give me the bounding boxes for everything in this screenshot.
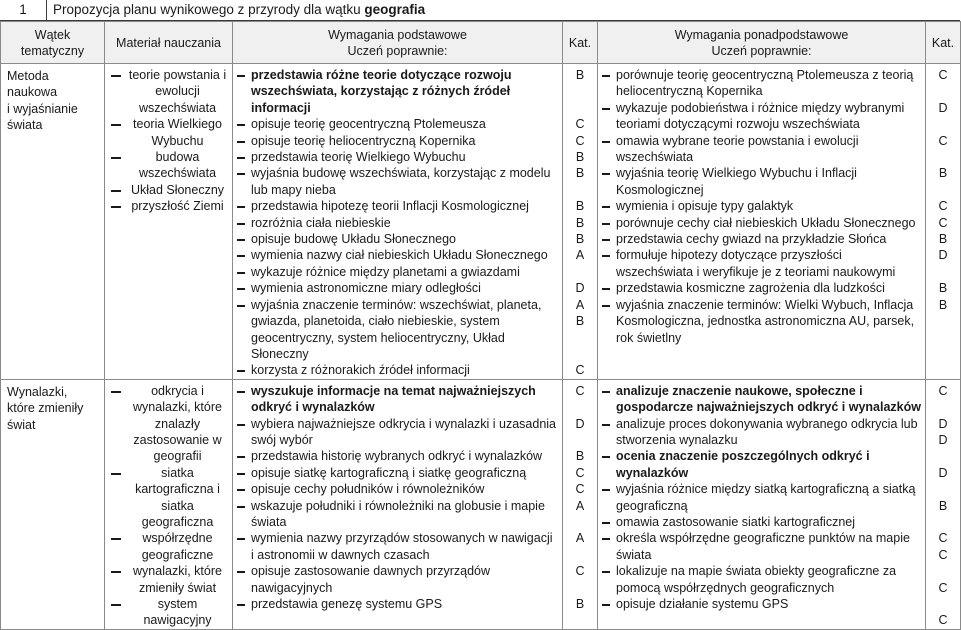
category-advanced-cell bbox=[926, 379, 961, 629]
material-cell bbox=[105, 379, 233, 629]
requirement-item: lokalizuje na mapie świata obiekty geograficzne za pomocą współrzędnych geograficznych bbox=[602, 563, 921, 596]
header-basic: Wymagania podstawowe Uczeń poprawnie: bbox=[233, 22, 563, 64]
category-value: A bbox=[575, 498, 585, 513]
requirement-item: wykazuje różnice między planetami a gwiazdami bbox=[237, 264, 558, 280]
category-value bbox=[926, 596, 960, 612]
category-value: B bbox=[575, 166, 585, 181]
category-value: B bbox=[575, 68, 585, 82]
category-value: C bbox=[575, 482, 585, 497]
table-row bbox=[1, 64, 961, 380]
category-value: B bbox=[575, 215, 585, 230]
category-value bbox=[926, 116, 960, 132]
category-value bbox=[563, 514, 597, 530]
requirement-item: określa współrzędne geograficzne punktów na mapie świata bbox=[602, 530, 921, 563]
basic-requirements-cell bbox=[233, 64, 563, 380]
material-list bbox=[109, 383, 228, 629]
category-value: D bbox=[575, 281, 585, 296]
category-value: B bbox=[575, 150, 585, 165]
requirement-item: przedstawia teorię Wielkiego Wybuchu bbox=[237, 149, 558, 165]
theme-line: i wyjaśnianie bbox=[7, 101, 78, 116]
category-value: B bbox=[938, 297, 948, 312]
theme-line: które zmieniły bbox=[7, 401, 84, 416]
category-value: D bbox=[938, 465, 948, 480]
requirement-item: wyszukuje informacje na temat najważniejszych odkryć i wynalazków bbox=[237, 383, 558, 416]
requirement-item: przedstawia historię wybranych odkryć i wynalazków bbox=[237, 448, 558, 464]
category-value: C bbox=[938, 547, 948, 562]
category-value bbox=[926, 514, 960, 530]
category-value bbox=[926, 264, 960, 280]
theme-line: naukowa bbox=[7, 85, 58, 100]
requirement-item: porównuje cechy ciał niebieskich Układu Słonecznego bbox=[602, 215, 921, 231]
requirement-item: analizuje proces dokonywania wybranego odkrycia lub stworzenia wynalazku bbox=[602, 416, 921, 449]
requirement-item: korzysta z różnorakich źródeł informacji bbox=[237, 362, 558, 378]
requirement-item: wykazuje podobieństwa i różnice między wybranymi teoriami dotyczącymi rozwoju wszechświata bbox=[602, 100, 921, 133]
category-value: B bbox=[575, 199, 585, 214]
requirement-item: opisuje działanie systemu GPS bbox=[602, 596, 921, 612]
basic-requirements-list bbox=[237, 383, 558, 613]
material-item: Układ Słoneczny bbox=[109, 182, 228, 198]
header-material: Materiał nauczania bbox=[105, 22, 233, 64]
category-value bbox=[926, 83, 960, 99]
theme-line: świat bbox=[7, 417, 36, 432]
category-basic-cell bbox=[563, 379, 598, 629]
material-item: teorie powstania i ewolucji wszechświata bbox=[109, 67, 228, 116]
category-value bbox=[563, 547, 597, 563]
material-item: budowa wszechświata bbox=[109, 149, 228, 182]
requirement-item: opisuje zastosowanie dawnych przyrządów nawigacyjnych bbox=[237, 563, 558, 596]
requirement-item: opisuje budowę Układu Słonecznego bbox=[237, 231, 558, 247]
requirement-item: porównuje teorię geocentryczną Ptolemeusza z teorią heliocentryczną Kopernika bbox=[602, 67, 921, 100]
requirement-item: przedstawia hipotezę teorii Inflacji Kosmologicznej bbox=[237, 198, 558, 214]
title-bar bbox=[0, 0, 960, 21]
category-value bbox=[926, 149, 960, 165]
header-category-basic: Kat. bbox=[563, 22, 598, 64]
category-value bbox=[563, 399, 597, 415]
category-value: D bbox=[938, 432, 948, 447]
requirement-item: wyjaśnia znaczenie terminów: wszechświat, planeta, gwiazda, planetoida, ciało niebieskie, system geocentryczny, system heliocentryczny, Układ Słoneczny bbox=[237, 297, 558, 363]
category-value bbox=[926, 563, 960, 579]
category-value: B bbox=[938, 281, 948, 296]
requirement-item: przedstawia różne teorie dotyczące rozwoju wszechświata, korzystając z różnych źródeł informacji bbox=[237, 67, 558, 116]
category-value bbox=[926, 481, 960, 497]
category-value bbox=[563, 182, 597, 198]
requirement-item: opisuje siatkę kartograficzną i siatkę geograficzną bbox=[237, 465, 558, 481]
material-item: teoria Wielkiego Wybuchu bbox=[109, 116, 228, 149]
category-value bbox=[563, 432, 597, 448]
section-number: 1 bbox=[19, 1, 27, 17]
section-title-bold: geografia bbox=[364, 1, 426, 17]
requirement-item: wymienia nazwy ciał niebieskich Układu Słonecznego bbox=[237, 247, 558, 263]
category-value bbox=[926, 182, 960, 198]
theme-line: świata bbox=[7, 118, 43, 133]
category-value: C bbox=[575, 117, 585, 132]
requirement-item: rozróżnia ciała niebieskie bbox=[237, 215, 558, 231]
category-value: C bbox=[575, 564, 585, 579]
category-value bbox=[563, 83, 597, 99]
requirement-item: omawia wybrane teorie powstania i ewolucji wszechświata bbox=[602, 133, 921, 166]
requirement-item: opisuje teorię geocentryczną Ptolemeusza bbox=[237, 116, 558, 132]
requirement-item: wymienia astronomiczne miary odległości bbox=[237, 280, 558, 296]
category-basic-cell bbox=[563, 64, 598, 380]
requirement-item: wyjaśnia różnice między siatką kartograficzną a siatką geograficzną bbox=[602, 481, 921, 514]
requirement-item: formułuje hipotezy dotyczące przyszłości wszechświata i weryfikuje je z teoriami naukowymi bbox=[602, 247, 921, 280]
category-value: D bbox=[938, 100, 948, 115]
category-value bbox=[563, 264, 597, 280]
category-value: B bbox=[938, 232, 948, 247]
material-item: system nawigacyjny bbox=[109, 596, 228, 629]
material-list bbox=[109, 67, 228, 215]
requirement-item: przedstawia cechy gwiazd na przykładzie Słońca bbox=[602, 231, 921, 247]
requirement-item: analizuje znaczenie naukowe, społeczne i gospodarcze najważniejszych odkryć i wynalazków bbox=[602, 383, 921, 416]
category-value bbox=[563, 330, 597, 346]
material-item: wynalazki, które zmieniły świat bbox=[109, 563, 228, 596]
requirement-item: omawia zastosowanie siatki kartograficznej bbox=[602, 514, 921, 530]
requirement-item: opisuje teorię heliocentryczną Kopernika bbox=[237, 133, 558, 149]
category-value: C bbox=[575, 465, 585, 480]
category-value: C bbox=[938, 133, 948, 148]
requirement-item: przedstawia genezę systemu GPS bbox=[237, 596, 558, 612]
header-theme: Wątek tematyczny bbox=[1, 22, 105, 64]
material-cell bbox=[105, 64, 233, 380]
category-value: D bbox=[938, 248, 948, 263]
category-value: A bbox=[575, 248, 585, 263]
category-value: C bbox=[938, 68, 948, 82]
requirement-item: ocenia znaczenie poszczególnych odkryć i wynalazków bbox=[602, 448, 921, 481]
category-value: B bbox=[575, 597, 585, 611]
section-title bbox=[47, 2, 425, 18]
category-value: C bbox=[938, 580, 948, 595]
material-item: odkrycia i wynalazki, które znalazły zastosowanie w geografii bbox=[109, 383, 228, 465]
category-value: C bbox=[938, 531, 948, 546]
header-advanced: Wymagania ponadpodstawowe Uczeń poprawnie: bbox=[598, 22, 926, 64]
advanced-requirements-cell bbox=[598, 64, 926, 380]
requirement-item: przedstawia kosmiczne zagrożenia dla ludzkości bbox=[602, 280, 921, 296]
basic-requirements-list bbox=[237, 67, 558, 379]
category-value: C bbox=[575, 383, 585, 398]
theme-line: Wynalazki, bbox=[7, 384, 68, 399]
category-value: D bbox=[575, 416, 585, 431]
theme-cell bbox=[1, 64, 105, 380]
plan-table bbox=[0, 21, 961, 630]
material-item: przyszłość Ziemi bbox=[109, 198, 228, 214]
category-value: B bbox=[938, 498, 948, 513]
table-row bbox=[1, 379, 961, 629]
material-item: siatka kartograficzna i siatka geograficzna bbox=[109, 465, 228, 531]
theme-cell bbox=[1, 379, 105, 629]
basic-requirements-cell bbox=[233, 379, 563, 629]
requirement-item: wskazuje południki i równoleżniki na globusie i mapie świata bbox=[237, 498, 558, 531]
category-value bbox=[563, 100, 597, 116]
section-title-prefix: Propozycja planu wynikowego z przyrody dla wątku bbox=[53, 1, 365, 17]
requirement-item: wybiera najważniejsze odkrycia i wynalazki i uzasadnia swój wybór bbox=[237, 416, 558, 449]
advanced-requirements-list bbox=[602, 383, 921, 613]
requirement-item: wyjaśnia budowę wszechświata, korzystając z modelu lub mapy nieba bbox=[237, 165, 558, 198]
category-value: C bbox=[938, 215, 948, 230]
category-value: A bbox=[575, 297, 585, 312]
category-value: C bbox=[938, 199, 948, 214]
header-category-advanced: Kat. bbox=[926, 22, 961, 64]
requirement-item: wymienia i opisuje typy galaktyk bbox=[602, 198, 921, 214]
category-value: C bbox=[575, 363, 585, 378]
category-value bbox=[926, 399, 960, 415]
requirement-item: opisuje cechy południków i równoleżników bbox=[237, 481, 558, 497]
category-value bbox=[926, 448, 960, 464]
category-value: B bbox=[938, 166, 948, 181]
category-value: B bbox=[575, 314, 585, 329]
requirement-item: wyjaśnia teorię Wielkiego Wybuchu i Inflacji Kosmologicznej bbox=[602, 165, 921, 198]
category-advanced-cell bbox=[926, 64, 961, 380]
category-value: C bbox=[575, 133, 585, 148]
advanced-requirements-cell bbox=[598, 379, 926, 629]
category-value: B bbox=[575, 232, 585, 247]
requirement-item: wymienia nazwy przyrządów stosowanych w nawigacji i astronomii w dawnych czasach bbox=[237, 530, 558, 563]
category-value: C bbox=[938, 383, 948, 398]
category-value bbox=[563, 580, 597, 596]
category-value: C bbox=[938, 613, 948, 628]
category-value bbox=[563, 346, 597, 362]
category-value: B bbox=[575, 449, 585, 464]
material-item: współrzędne geograficzne bbox=[109, 530, 228, 563]
theme-line: Metoda bbox=[7, 69, 49, 83]
advanced-requirements-list bbox=[602, 67, 921, 346]
category-value: D bbox=[938, 416, 948, 431]
category-value: A bbox=[575, 531, 585, 546]
requirement-item: wyjaśnia znaczenie terminów: Wielki Wybuch, Inflacja Kosmologiczna, jednostka astronomiczna AU, parsek, rok świetlny bbox=[602, 297, 921, 346]
header-row bbox=[1, 22, 961, 64]
